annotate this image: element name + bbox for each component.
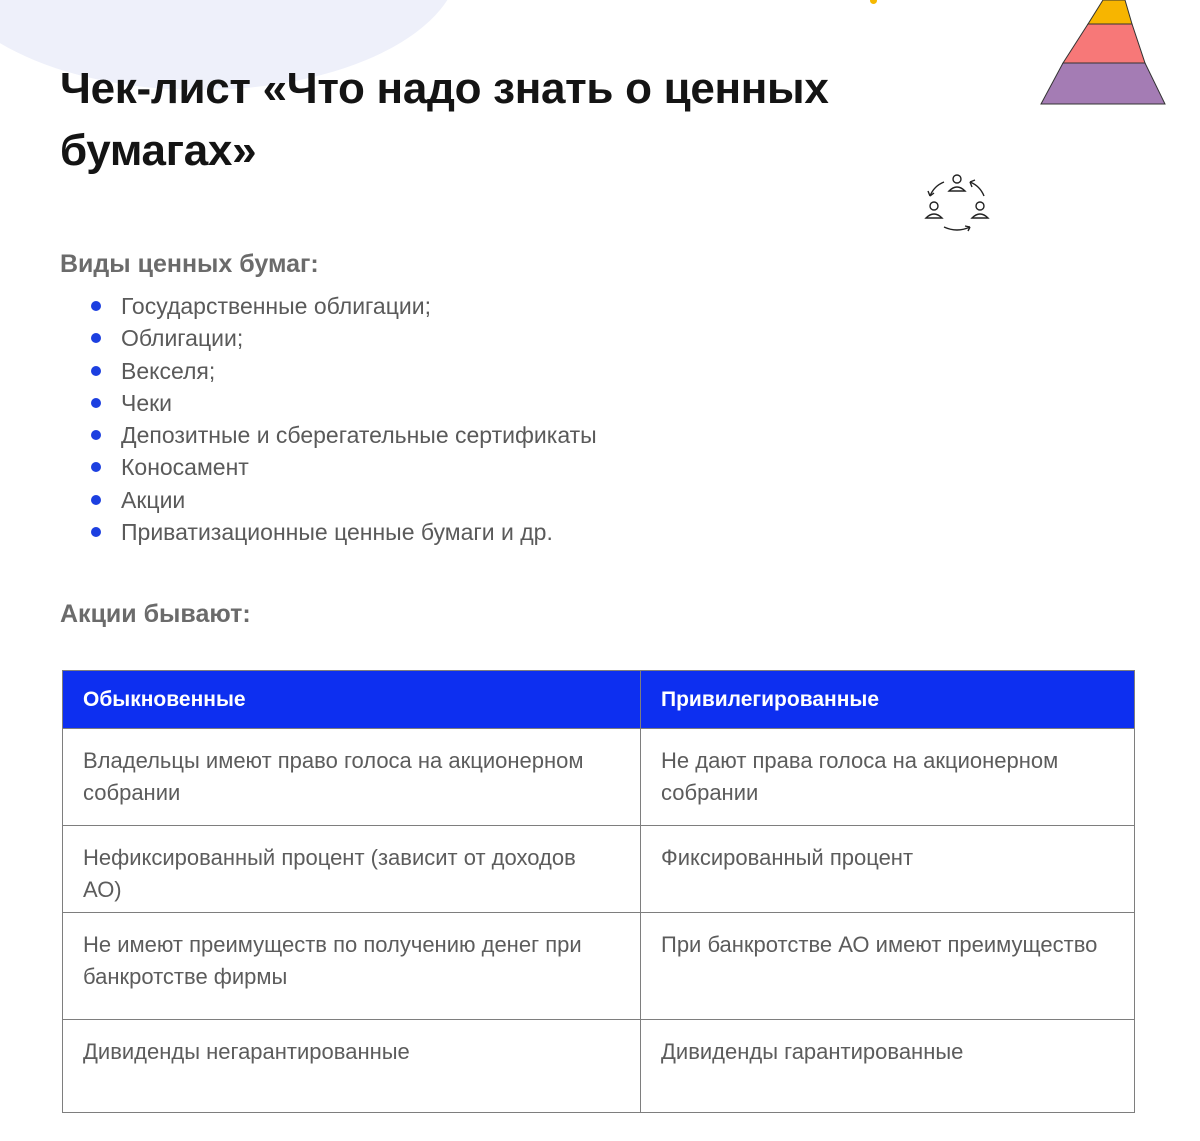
shares-heading: Акции бывают: (60, 600, 251, 628)
decorative-dot (870, 0, 877, 4)
list-item: Коносамент (0, 451, 597, 483)
table-cell: Нефиксированный процент (зависит от доходов АО) (63, 826, 641, 913)
bullet-icon (91, 527, 101, 537)
list-item: Государственные облигации; (0, 290, 597, 322)
list-item: Векселя; (0, 355, 597, 387)
table-row (63, 729, 1135, 826)
bullet-icon (91, 398, 101, 408)
bullet-icon (91, 333, 101, 343)
list-item: Приватизационные ценные бумаги и др. (0, 516, 597, 548)
table-cell: Владельцы имеют право голоса на акционерном собрании (63, 729, 641, 826)
table-header-row (63, 671, 1135, 729)
header-preferred-shares: Привилегированные (641, 671, 1135, 729)
bullet-icon (91, 495, 101, 505)
list-item: Акции (0, 484, 597, 516)
bullet-icon (91, 462, 101, 472)
list-item: Депозитные и сберегательные сертификаты (0, 419, 597, 451)
page-title: Чек-лист «Что надо знать о ценных бумагах» (60, 64, 829, 175)
table-row (63, 826, 1135, 913)
types-heading: Виды ценных бумаг: (60, 250, 319, 278)
pyramid-icon (1040, 0, 1166, 106)
bullet-icon (91, 366, 101, 376)
list-item: Чеки (0, 387, 597, 419)
table-cell: Дивиденды гарантированные (641, 1020, 1135, 1113)
table-cell: При банкротстве АО имеют преимущество (641, 913, 1135, 1020)
table-row (63, 1020, 1135, 1113)
table-cell: Фиксированный процент (641, 826, 1135, 913)
header-common-shares: Обыкновенные (63, 671, 641, 729)
bullet-icon (91, 301, 101, 311)
table-row (63, 913, 1135, 1020)
table-cell: Не дают права голоса на акционерном собрании (641, 729, 1135, 826)
security-types-list (0, 290, 597, 548)
shares-comparison-table (62, 670, 1135, 1107)
list-item: Облигации; (0, 322, 597, 354)
table-cell: Не имеют преимуществ по получению денег при банкротстве фирмы (63, 913, 641, 1020)
bullet-icon (91, 430, 101, 440)
table-cell: Дивиденды негарантированные (63, 1020, 641, 1113)
